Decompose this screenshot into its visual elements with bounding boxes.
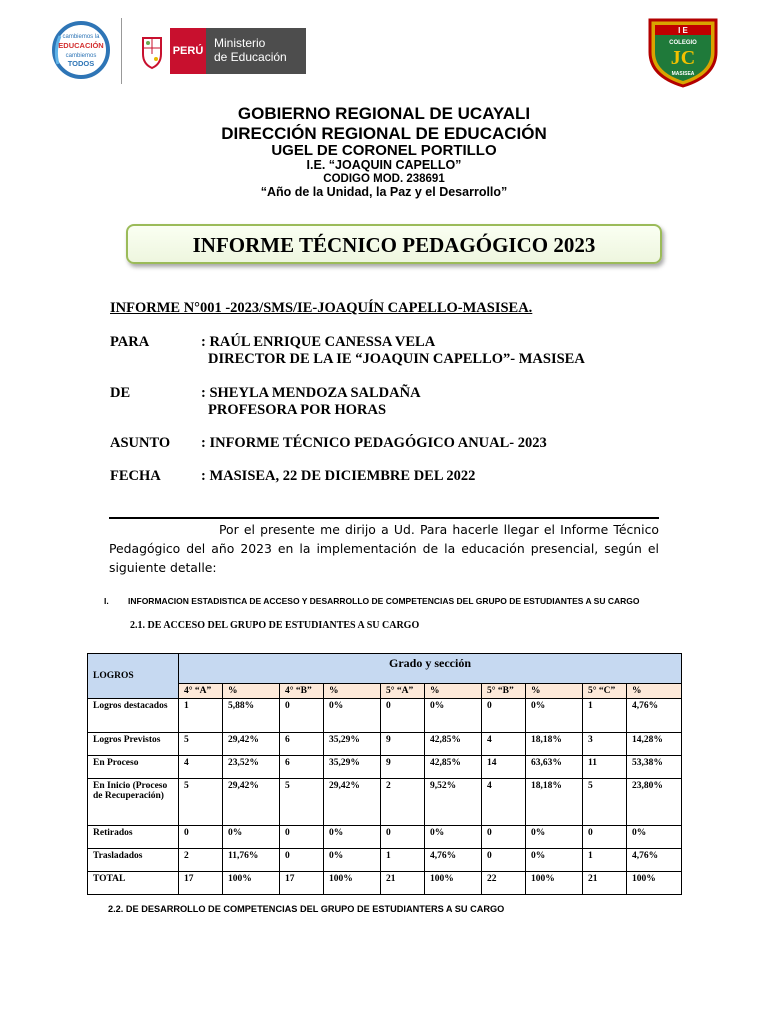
- table-cell: 100%: [223, 872, 280, 895]
- table-cell: 0%: [324, 849, 381, 872]
- table-cell: 63,63%: [526, 756, 583, 779]
- table-cell: 9: [381, 756, 425, 779]
- column-header: %: [627, 684, 682, 699]
- asunto-label: ASUNTO: [110, 435, 171, 451]
- table-cell: 100%: [324, 872, 381, 895]
- table-cell: 1: [583, 699, 627, 733]
- table-cell: 23,80%: [627, 779, 682, 826]
- grado-header: Grado y sección: [179, 654, 682, 684]
- para-value: : RAÚL ENRIQUE CANESSA VELA: [201, 334, 436, 350]
- table-cell: 5: [179, 779, 223, 826]
- ministry-name: [206, 28, 306, 74]
- section-2-2-heading: 2.2. DE DESARROLLO DE COMPETENCIAS DEL GRUPO DE ESTUDIANTERS A SU CARGO: [108, 904, 505, 914]
- table-cell: 2: [179, 849, 223, 872]
- table-cell: 22: [482, 872, 526, 895]
- table-cell: 0: [280, 826, 324, 849]
- header-line-5: CODIGO MOD. 238691: [323, 173, 445, 185]
- access-table: [87, 653, 682, 895]
- table-cell: 0: [280, 699, 324, 733]
- column-header: 5° “C”: [583, 684, 627, 699]
- table-cell: 11: [583, 756, 627, 779]
- header-line-2: DIRECCIÓN REGIONAL DE EDUCACIÓN: [221, 124, 547, 143]
- table-cell: 0%: [627, 826, 682, 849]
- table-cell: 0%: [526, 699, 583, 733]
- table-cell: 29,42%: [223, 779, 280, 826]
- column-header: 4° “A”: [179, 684, 223, 699]
- de-value-2: PROFESORA POR HORAS: [208, 402, 387, 418]
- table-cell: 5: [179, 733, 223, 756]
- campaign-line3: cambiemos: [65, 53, 97, 59]
- table-cell: 11,76%: [223, 849, 280, 872]
- table-cell: 100%: [526, 872, 583, 895]
- table-cell: 42,85%: [425, 733, 482, 756]
- table-cell: 35,29%: [324, 733, 381, 756]
- ministry-line2: de Educación: [214, 50, 287, 64]
- table-cell: 35,29%: [324, 756, 381, 779]
- table-cell: 2: [381, 779, 425, 826]
- table-cell: 21: [381, 872, 425, 895]
- row-label: TOTAL: [88, 872, 179, 895]
- table-cell: 53,38%: [627, 756, 682, 779]
- table-cell: 0: [179, 826, 223, 849]
- row-label: Trasladados: [88, 849, 179, 872]
- fecha-value: : MASISEA, 22 DE DICIEMBRE DEL 2022: [201, 468, 476, 484]
- section-2-1-heading: 2.1. DE ACCESO DEL GRUPO DE ESTUDIANTES A SU CARGO: [130, 620, 420, 631]
- table-cell: 0: [482, 699, 526, 733]
- ministry-logo: [134, 28, 306, 74]
- table-cell: 17: [179, 872, 223, 895]
- table-cell: 0%: [324, 826, 381, 849]
- row-label: Retirados: [88, 826, 179, 849]
- header-line-6: “Año de la Unidad, la Paz y el Desarrollo”: [260, 185, 508, 199]
- table-cell: 4: [179, 756, 223, 779]
- table-cell: 14: [482, 756, 526, 779]
- table-cell: 9,52%: [425, 779, 482, 826]
- table-cell: 4: [482, 779, 526, 826]
- table-cell: 0: [381, 826, 425, 849]
- header-line-3: UGEL DE CORONEL PORTILLO: [271, 142, 497, 159]
- table-row: [88, 849, 682, 872]
- table-row: [88, 826, 682, 849]
- peru-crest-icon: [134, 28, 170, 74]
- table-cell: 1: [179, 699, 223, 733]
- column-header: 5° “B”: [482, 684, 526, 699]
- table-cell: 0%: [425, 699, 482, 733]
- table-cell: 14,28%: [627, 733, 682, 756]
- column-header: %: [425, 684, 482, 699]
- table-row: [88, 872, 682, 895]
- table-cell: 6: [280, 756, 324, 779]
- logo-divider: [121, 18, 122, 84]
- school-logo-name: COLEGIO: [669, 40, 697, 46]
- table-cell: 23,52%: [223, 756, 280, 779]
- de-value: : SHEYLA MENDOZA SALDAÑA: [201, 385, 421, 401]
- column-header: %: [223, 684, 280, 699]
- table-cell: 1: [381, 849, 425, 872]
- campaign-line1: cambiemos la: [62, 34, 100, 40]
- asunto-value: : INFORME TÉCNICO PEDAGÓGICO ANUAL- 2023: [201, 435, 547, 451]
- document-title: INFORME TÉCNICO PEDAGÓGICO 2023: [126, 224, 662, 264]
- table-cell: 0: [381, 699, 425, 733]
- table-cell: 100%: [627, 872, 682, 895]
- table-cell: 42,85%: [425, 756, 482, 779]
- campaign-logo: [52, 14, 110, 86]
- table-cell: 9: [381, 733, 425, 756]
- table-cell: 0%: [425, 826, 482, 849]
- table-row: [88, 699, 682, 733]
- table-cell: 4,76%: [627, 849, 682, 872]
- table-cell: 4: [482, 733, 526, 756]
- fecha-label: FECHA: [110, 468, 161, 484]
- table-row: [88, 756, 682, 779]
- header-line-4: I.E. “JOAQUIN CAPELLO”: [306, 158, 462, 172]
- table-cell: 17: [280, 872, 324, 895]
- table-cell: 0%: [526, 849, 583, 872]
- school-logo: [644, 14, 722, 88]
- table-cell: 29,42%: [223, 733, 280, 756]
- column-header: 4° “B”: [280, 684, 324, 699]
- report-reference: INFORME N°001 -2023/SMS/IE-JOAQUÍN CAPELLO-MASISEA.: [110, 300, 533, 316]
- table-cell: 0: [482, 826, 526, 849]
- row-label: Logros destacados: [88, 699, 179, 733]
- table-cell: 5: [280, 779, 324, 826]
- school-logo-initials: JC: [670, 47, 696, 69]
- intro-paragraph: Por el presente me dirijo a Ud. Para hacerle llegar el Informe Técnico Pedagógico del año 2023 en la implementación de la educación presencial, según el siguiente detalle:: [109, 522, 659, 575]
- table-cell: 4,76%: [627, 699, 682, 733]
- column-header: %: [324, 684, 381, 699]
- row-label: En Inicio (Proceso de Recuperación): [88, 779, 179, 826]
- table-cell: 5: [583, 779, 627, 826]
- campaign-line2: EDUCACIÓN: [58, 41, 104, 50]
- table-cell: 0%: [324, 699, 381, 733]
- table-cell: 0: [280, 849, 324, 872]
- table-cell: 0%: [526, 826, 583, 849]
- table-cell: 21: [583, 872, 627, 895]
- horizontal-rule: [109, 517, 659, 519]
- de-label: DE: [110, 385, 131, 401]
- table-cell: 29,42%: [324, 779, 381, 826]
- section-1-number: I.: [104, 596, 109, 606]
- table-cell: 4,76%: [425, 849, 482, 872]
- table-cell: 1: [583, 849, 627, 872]
- table-row: [88, 733, 682, 756]
- logros-header: LOGROS: [88, 654, 179, 699]
- row-label: En Proceso: [88, 756, 179, 779]
- table-cell: 18,18%: [526, 733, 583, 756]
- table-cell: 0%: [223, 826, 280, 849]
- section-1-title: INFORMACION ESTADISTICA DE ACCESO Y DESARROLLO DE COMPETENCIAS DEL GRUPO DE ESTUDIANTES A SU CARGO: [128, 596, 640, 606]
- ministry-line1: Ministerio: [214, 36, 266, 50]
- table-cell: 0: [482, 849, 526, 872]
- row-label: Logros Previstos: [88, 733, 179, 756]
- column-header: %: [526, 684, 583, 699]
- table-cell: 0: [583, 826, 627, 849]
- column-header: 5° “A”: [381, 684, 425, 699]
- header-line-1: GOBIERNO REGIONAL DE UCAYALI: [237, 104, 531, 123]
- table-cell: 18,18%: [526, 779, 583, 826]
- para-value-2: DIRECTOR DE LA IE “JOAQUIN CAPELLO”- MASISEA: [208, 351, 585, 367]
- table-cell: 6: [280, 733, 324, 756]
- para-label: PARA: [110, 334, 150, 350]
- table-cell: 5,88%: [223, 699, 280, 733]
- peru-label: PERÚ: [170, 28, 206, 74]
- table-cell: 3: [583, 733, 627, 756]
- school-logo-ie: I E: [678, 26, 688, 35]
- table-cell: 100%: [425, 872, 482, 895]
- campaign-line4: TODOS: [67, 59, 95, 68]
- school-logo-town: MASISEA: [671, 71, 695, 77]
- table-row: [88, 779, 682, 826]
